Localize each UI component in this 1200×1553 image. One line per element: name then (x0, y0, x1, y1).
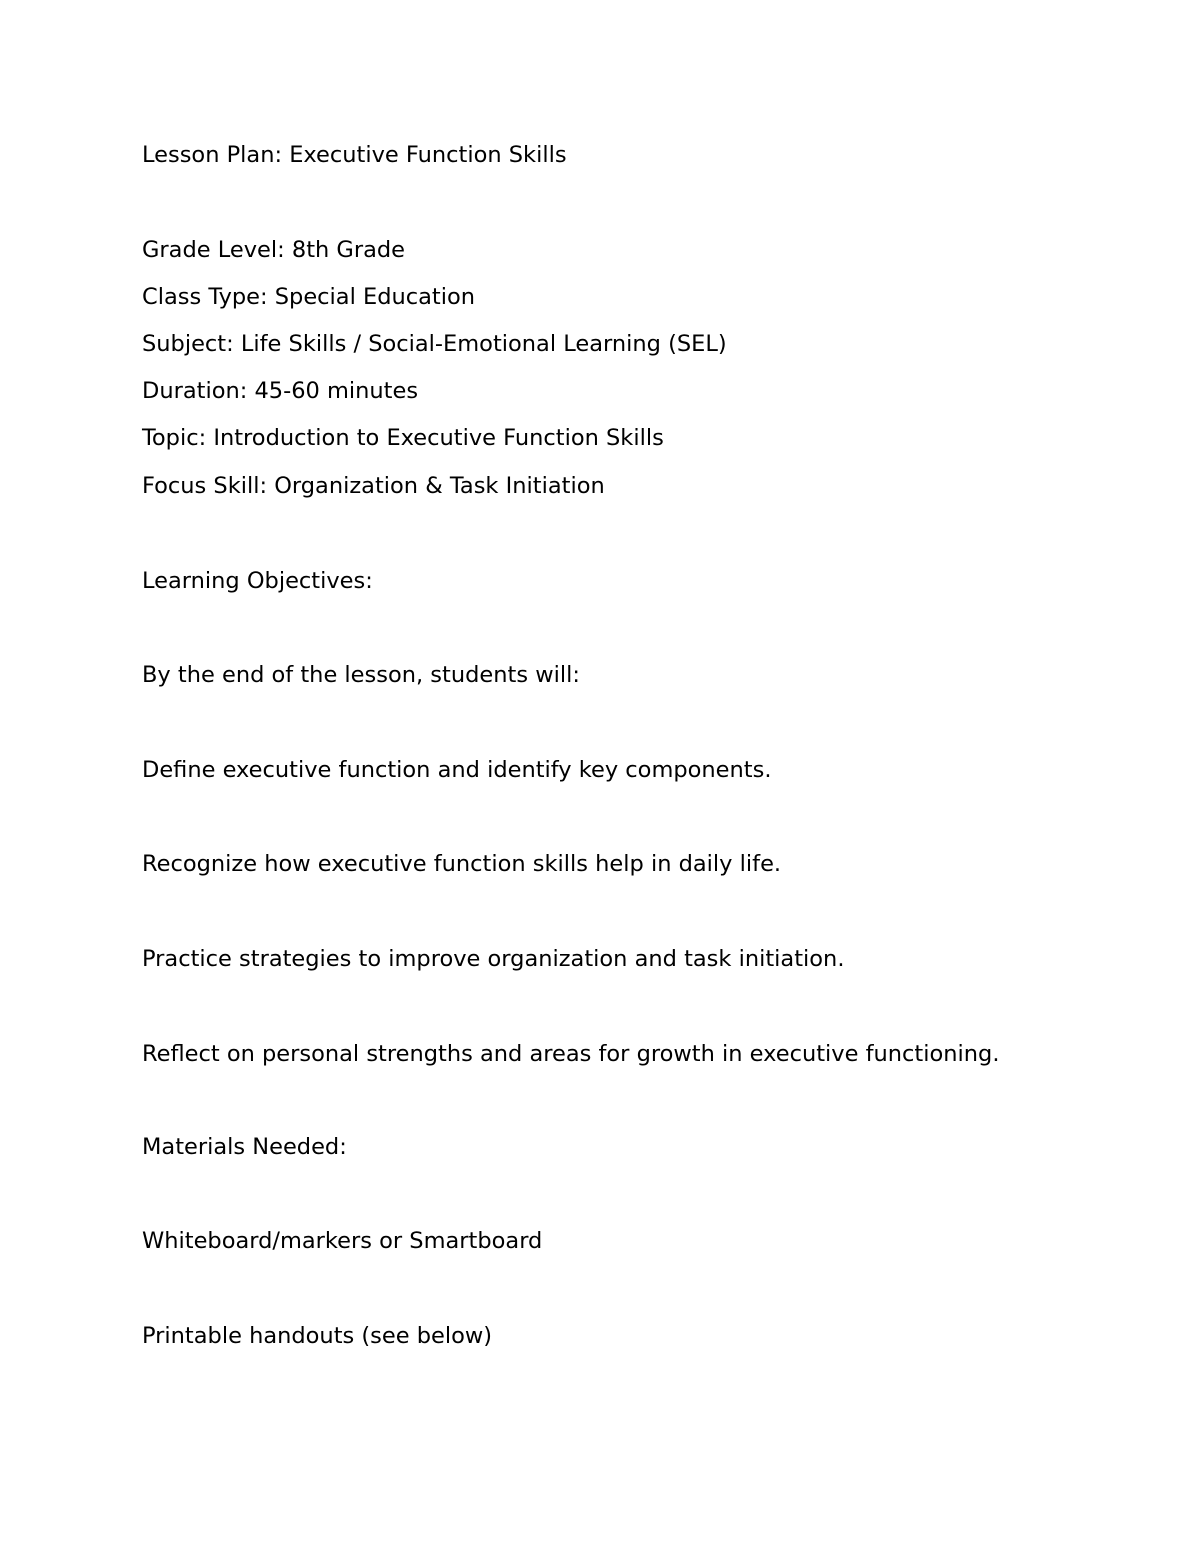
subject: Subject: Life Skills / Social-Emotional Learning (SEL) (142, 331, 727, 357)
focus-skill: Focus Skill: Organization & Task Initiation (142, 473, 605, 499)
duration: Duration: 45-60 minutes (142, 378, 419, 404)
class-type: Class Type: Special Education (142, 284, 475, 310)
topic: Topic: Introduction to Executive Function Skills (142, 425, 664, 451)
material-item: Printable handouts (see below) (142, 1323, 493, 1349)
material-item: Whiteboard/markers or Smartboard (142, 1228, 543, 1254)
objective-item: Define executive function and identify key components. (142, 757, 772, 783)
objectives-intro: By the end of the lesson, students will: (142, 662, 580, 688)
objective-item: Practice strategies to improve organization and task initiation. (142, 946, 845, 972)
objectives-heading: Learning Objectives: (142, 568, 373, 594)
objective-item: Recognize how executive function skills help in daily life. (142, 851, 782, 877)
document-title: Lesson Plan: Executive Function Skills (142, 142, 567, 168)
materials-heading: Materials Needed: (142, 1134, 347, 1160)
objective-item: Reflect on personal strengths and areas for growth in executive functioning. (142, 1041, 1000, 1067)
grade-level: Grade Level: 8th Grade (142, 237, 406, 263)
